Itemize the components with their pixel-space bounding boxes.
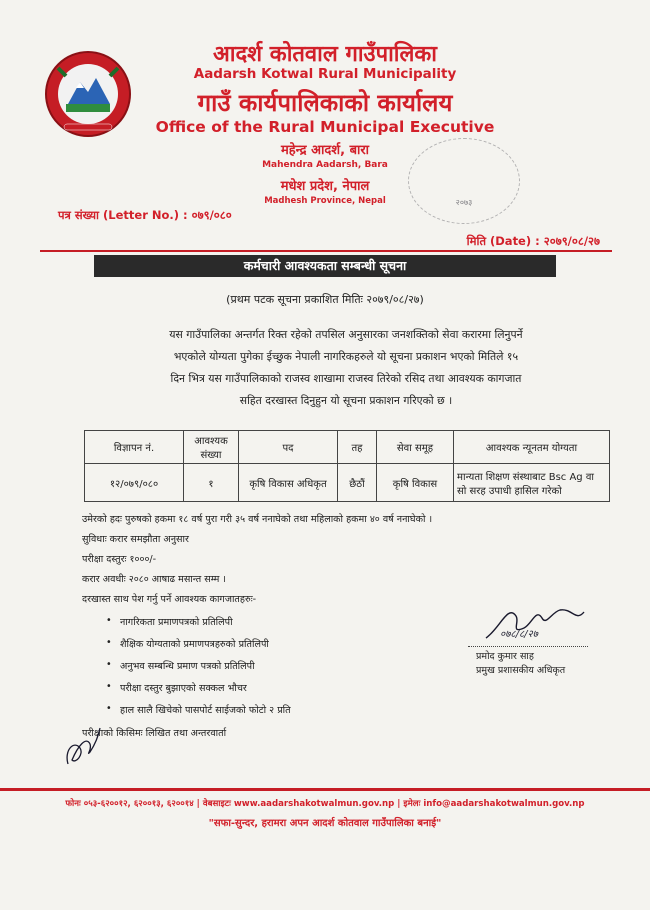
officer-designation: प्रमुख प्रशासकीय अधिकृत: [476, 665, 566, 676]
contract-period: करार अवधीः २०८० आषाढ मसान्त सम्म ।: [82, 574, 227, 585]
date-value: २०७९/०८/२७: [543, 234, 600, 248]
header-level: तह: [338, 431, 377, 464]
signature-date: ०७८/८/२७: [500, 629, 538, 640]
document-item: • शैक्षिक योग्यताको प्रमाणपत्रहरुको प्रतिलिपी: [120, 637, 269, 650]
officer-signature-icon: [480, 598, 600, 648]
office-title-np: गाउँ कार्यपालिकाको कार्यालय: [197, 89, 453, 117]
cell-post: कृषि विकास अधिकृत: [239, 464, 338, 502]
signature-line: [468, 646, 588, 647]
municipality-title-np: आदर्श कोतवाल गाउँपालिका: [213, 42, 437, 67]
header-count: आवश्यक संख्या: [184, 431, 239, 464]
cell-service-group: कृषि विकास: [377, 464, 454, 502]
document-item: • नागरिकता प्रमाणपत्रको प्रतिलिपी: [120, 615, 233, 628]
document-item: • हाल सालै खिचेको पासपोर्ट साईजको फोटो २ प्रति: [120, 703, 291, 716]
cell-qualification: मान्यता शिक्षण संस्थाबाट Bsc Ag वा सो सरह उपाधी हासिल गरेको: [454, 464, 610, 502]
facility: सुविधाः करार समझौता अनुसार: [82, 534, 189, 545]
cell-count: १: [184, 464, 239, 502]
header-service-group: सेवा समूह: [377, 431, 454, 464]
notice-subtitle: (प्रथम पटक सूचना प्रकाशित मितिः २०७९/०८/२७): [226, 293, 424, 306]
initials-signature-icon: [60, 716, 110, 772]
table-header-row: [85, 431, 610, 464]
officer-block: [476, 650, 565, 678]
header-qualification: आवश्यक न्यूनतम योग्यता: [454, 431, 610, 464]
province-en: Madhesh Province, Nepal: [264, 196, 386, 206]
stamp-year: २०७३: [455, 198, 473, 207]
notice-title: कर्मचारी आवश्यकता सम्बन्धी सूचना: [94, 255, 556, 277]
notice-body: [86, 324, 606, 412]
notice-body-line: दिन भित्र यस गाउँपालिकाको राजस्व शाखामा राजस्व तिरेको रसिद तथा आवश्यक कागजात: [170, 372, 522, 385]
municipality-title-en: Aadarsh Kotwal Rural Municipality: [193, 66, 457, 82]
letter-number: [58, 208, 232, 223]
office-stamp: [408, 138, 520, 224]
documents-intro: दरखास्त साथ पेश गर्नु पर्ने आवश्यक कागजातहरुः-: [82, 594, 257, 605]
table-row: [85, 464, 610, 502]
document-item: • अनुभव सम्बन्धि प्रमाण पत्रको प्रतिलिपी: [120, 659, 255, 672]
officer-name: प्रमोद कुमार साह: [476, 651, 534, 662]
office-title-en: Office of the Rural Municipal Executive: [155, 118, 495, 136]
notice-body-line: यस गाउँपालिका अन्तर्गत रिक्त रहेको तपसिल अनुसारका जनशक्तिको सेवा करारमा लिनुपर्ने: [169, 328, 523, 341]
exam-type: परीक्षाको किसिमः लिखित तथा अन्तरवार्ता: [82, 728, 227, 739]
cell-level: छैठौं: [338, 464, 377, 502]
header-ad-no: विज्ञापन नं.: [85, 431, 184, 464]
exam-fee: परीक्षा दस्तुरः १०००/-: [82, 554, 157, 565]
place-en: Mahendra Aadarsh, Bara: [262, 160, 388, 170]
vacancy-table: [84, 430, 610, 502]
age-limit: उमेरको हदः पुरुषको हकमा १८ वर्ष पुरा गरी ३५ वर्ष ननाघेको तथा महिलाको हकमा ४० वर्ष ननाघेको ।: [82, 514, 433, 525]
letter-date: [467, 234, 600, 249]
footer-slogan: "सफा-सुन्दर, हरामरा अपन आदर्श कोतवाल गाउँपालिका बनाई": [208, 818, 442, 829]
notice-body-line: सहित दरखास्त दिनुहुन यो सूचना प्रकाशन गरिएको छ ।: [239, 394, 453, 407]
footer-divider: [0, 788, 650, 791]
footer-contacts: फोनः ०५३-६२००१२, ६२००१३, ६२००१४ | वेबसाइटः www.aadarshakotwalmun.gov.np | इमेलः info@aadarshakotwalmun.gov.np: [65, 799, 585, 809]
letter-no-value: ०७९/०८०: [191, 208, 232, 222]
header-post: पद: [239, 431, 338, 464]
letter-no-label: पत्र संख्या (Letter No.) :: [58, 208, 188, 222]
header-divider: [40, 250, 612, 252]
place-np: महेन्द्र आदर्श, बारा: [280, 143, 370, 158]
province-np: मधेश प्रदेश, नेपाल: [280, 179, 370, 194]
cell-ad-no: १२/०७९/०८०: [85, 464, 184, 502]
date-label: मिति (Date) :: [466, 234, 540, 248]
document-item: • परीक्षा दस्तुर बुझाएको सक्कल भौचर: [120, 681, 247, 694]
notice-body-line: भएकोले योग्यता पुगेका ईच्छुक नेपाली नागरिकहरुले यो सूचना प्रकाशन भएको मितिले १५: [173, 350, 519, 363]
